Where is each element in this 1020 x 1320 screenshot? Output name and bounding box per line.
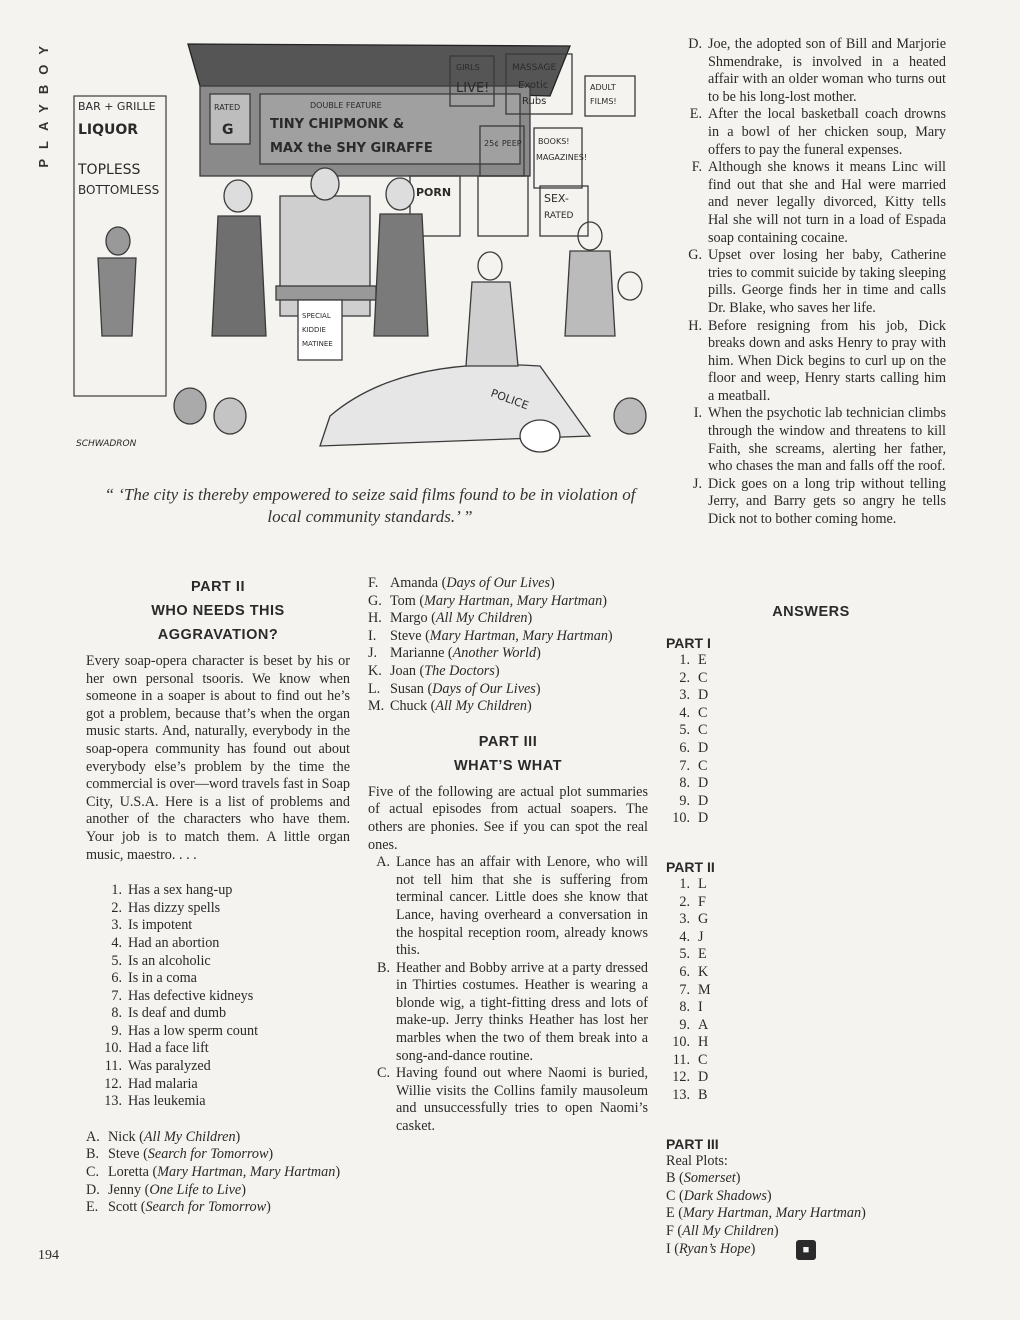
character-close: ) bbox=[235, 1128, 241, 1145]
part2-heading: PART II bbox=[191, 579, 245, 595]
character-letter: K. bbox=[368, 662, 382, 679]
character-show: Mary Hartman, Mary Hartman bbox=[157, 1164, 336, 1181]
answer-letter: L bbox=[698, 875, 707, 892]
problem-number: 11. bbox=[104, 1058, 122, 1075]
answer-number: 11. bbox=[672, 1051, 690, 1068]
plot-item bbox=[680, 318, 946, 406]
answer-item bbox=[666, 911, 946, 929]
answer-item bbox=[666, 876, 946, 894]
character-text bbox=[390, 645, 541, 663]
sign-films: FILMS! bbox=[590, 97, 617, 106]
plot-text: Joe, the adopted son of Bill and Marjorie Shmendrake, is involved in a heated affair with an older woman who turns out to be his long-lost mother. bbox=[708, 36, 946, 105]
problem-item bbox=[86, 988, 350, 1006]
plot-item bbox=[368, 960, 648, 1066]
character-item bbox=[368, 645, 648, 663]
plots-list-continued bbox=[680, 36, 946, 529]
sign-massage: MASSAGE bbox=[512, 63, 557, 73]
character-letter: B. bbox=[86, 1146, 100, 1163]
answer-letter: F bbox=[698, 893, 706, 910]
problem-text: Had an abortion bbox=[128, 934, 220, 951]
answers-part2-label: PART II bbox=[666, 858, 715, 875]
character-show: All My Children bbox=[435, 698, 528, 715]
answer-item bbox=[666, 722, 946, 740]
answer-letter: C bbox=[698, 669, 708, 686]
sign-porn: PORN bbox=[416, 186, 452, 199]
answer-item bbox=[666, 1034, 946, 1052]
character-letter: D. bbox=[86, 1181, 100, 1198]
character-text bbox=[108, 1199, 271, 1217]
answer-number: 6. bbox=[679, 739, 690, 756]
character-letter: A. bbox=[86, 1128, 100, 1145]
answers-part3-label: PART III bbox=[666, 1135, 719, 1152]
cartoon-illustration bbox=[70, 36, 660, 466]
character-letter: J. bbox=[368, 645, 378, 662]
character-show: One Life to Live bbox=[149, 1181, 242, 1198]
character-text bbox=[390, 681, 541, 699]
problem-item bbox=[86, 1076, 350, 1094]
answer-item bbox=[666, 687, 946, 705]
answer-letter: D bbox=[698, 792, 709, 809]
plot-item bbox=[680, 405, 946, 475]
answer-number: 1. bbox=[679, 652, 690, 668]
character-name: Joan ( bbox=[390, 662, 425, 679]
plot-letter: C. bbox=[376, 1065, 390, 1082]
answer-item bbox=[666, 946, 946, 964]
answer-number: 4. bbox=[679, 704, 690, 721]
plot-letter: J. bbox=[692, 475, 702, 492]
right-column-plots bbox=[680, 36, 946, 529]
character-close: ) bbox=[527, 610, 533, 627]
answer-item bbox=[666, 894, 946, 912]
sign-liquor: LIQUOR bbox=[78, 122, 139, 138]
character-item bbox=[368, 610, 648, 628]
real-plot-item bbox=[666, 1188, 946, 1206]
answer-letter: D bbox=[698, 1069, 709, 1086]
plot-letter: F. bbox=[691, 159, 702, 176]
sign-peep: 25¢ PEEP bbox=[484, 139, 522, 148]
answer-number: 6. bbox=[679, 963, 690, 980]
plot-item bbox=[680, 247, 946, 317]
character-item bbox=[86, 1182, 350, 1200]
character-name: Marianne ( bbox=[390, 645, 453, 662]
problem-text: Was paralyzed bbox=[128, 1058, 211, 1075]
answers-part2-list bbox=[666, 876, 946, 1105]
character-name: Steve ( bbox=[390, 627, 430, 644]
real-plot-close: ) bbox=[750, 1240, 756, 1257]
answer-letter: C bbox=[698, 704, 708, 721]
cartoon-caption: “ ‘The city is thereby empowered to seize said films found to be in violation of local community standards.’ ” bbox=[104, 485, 636, 526]
answer-number: 3. bbox=[679, 911, 690, 928]
answer-item bbox=[666, 964, 946, 982]
answer-letter: B bbox=[698, 1087, 708, 1104]
answer-letter: G bbox=[698, 911, 709, 928]
answer-letter: H bbox=[698, 1034, 709, 1051]
answer-item bbox=[666, 705, 946, 723]
character-close: ) bbox=[266, 1199, 271, 1216]
answer-number: 10. bbox=[672, 1034, 690, 1051]
character-text bbox=[108, 1129, 240, 1147]
problem-number: 3. bbox=[111, 917, 122, 934]
answer-letter: J bbox=[698, 928, 704, 945]
character-name: Loretta ( bbox=[108, 1164, 158, 1181]
answer-number: 2. bbox=[679, 893, 690, 910]
answer-number: 9. bbox=[679, 792, 690, 809]
problems-list bbox=[86, 882, 350, 1111]
answer-letter: D bbox=[698, 775, 709, 792]
character-name: Jenny ( bbox=[108, 1181, 150, 1198]
answer-letter: E bbox=[698, 946, 707, 963]
sign-rated-g: G bbox=[222, 122, 234, 138]
real-plot-letter: B ( bbox=[666, 1170, 684, 1187]
problem-number: 12. bbox=[104, 1075, 122, 1092]
character-item bbox=[86, 1164, 350, 1182]
problem-item bbox=[86, 1040, 350, 1058]
real-plot-letter: C ( bbox=[666, 1187, 684, 1204]
real-plot-show: Mary Hartman, Mary Hartman bbox=[682, 1205, 862, 1222]
problem-number: 13. bbox=[104, 1093, 122, 1110]
answer-number: 5. bbox=[679, 946, 690, 963]
answer-number: 7. bbox=[679, 981, 690, 998]
real-plot-show: Somerset bbox=[683, 1170, 736, 1187]
part2-subheading: WHO NEEDS THIS bbox=[151, 603, 285, 619]
answer-item bbox=[666, 793, 946, 811]
answer-number: 5. bbox=[679, 722, 690, 739]
answer-item bbox=[666, 652, 946, 670]
plot-item bbox=[680, 36, 946, 106]
plot-item bbox=[680, 106, 946, 159]
characters-list-continued bbox=[368, 575, 648, 716]
character-letter: H. bbox=[368, 610, 382, 627]
plot-item bbox=[680, 476, 946, 529]
character-item bbox=[86, 1129, 350, 1147]
answer-letter: K bbox=[698, 963, 709, 980]
real-plot-show: Ryan’s Hope bbox=[679, 1240, 751, 1257]
real-plot-show: All My Children bbox=[682, 1223, 774, 1240]
answers-part1-label: PART I bbox=[666, 635, 711, 651]
plot-letter: A. bbox=[376, 854, 390, 871]
character-item bbox=[368, 663, 648, 681]
problem-item bbox=[86, 953, 350, 971]
answer-item bbox=[666, 1052, 946, 1070]
masthead: PLAYBOY bbox=[36, 36, 51, 168]
answer-letter: D bbox=[698, 687, 709, 704]
real-plot-close: ) bbox=[766, 1187, 772, 1204]
answer-item bbox=[666, 810, 946, 828]
sign-exotic: Exotic bbox=[518, 80, 549, 91]
problem-text: Has leukemia bbox=[128, 1093, 206, 1110]
character-close: ) bbox=[494, 662, 500, 679]
character-text bbox=[390, 698, 532, 716]
answer-number: 12. bbox=[672, 1069, 690, 1086]
plot-text: Although she knows it means Linc will find out that she and Hal were married and never legally divorced, Kitty tells Hal she will not turn in a load of Espada soap containing cocaine. bbox=[708, 159, 946, 246]
character-item bbox=[368, 698, 648, 716]
character-text bbox=[390, 663, 500, 681]
problem-item bbox=[86, 1005, 350, 1023]
plot-letter: E. bbox=[689, 106, 702, 123]
part3-subheading: WHAT’S WHAT bbox=[453, 757, 563, 774]
answers-part1-list bbox=[666, 652, 946, 828]
answer-item bbox=[666, 758, 946, 776]
character-text bbox=[108, 1146, 273, 1164]
character-letter: G. bbox=[368, 592, 382, 609]
answer-item bbox=[666, 740, 946, 758]
sign-books: BOOKS! bbox=[538, 137, 570, 146]
character-letter: L. bbox=[368, 680, 381, 697]
answer-number: 7. bbox=[679, 757, 690, 774]
sign-sex-rated: RATED bbox=[544, 211, 574, 221]
character-show: Mary Hartman, Mary Hartman bbox=[424, 592, 603, 609]
problem-item bbox=[86, 935, 350, 953]
character-name: Margo ( bbox=[390, 610, 436, 627]
real-plot-close: ) bbox=[773, 1223, 779, 1240]
real-plot-item bbox=[666, 1205, 946, 1223]
answer-item bbox=[666, 999, 946, 1017]
problem-number: 4. bbox=[111, 934, 122, 951]
answer-item bbox=[666, 775, 946, 793]
character-item bbox=[368, 681, 648, 699]
problem-number: 6. bbox=[111, 970, 122, 987]
problem-text: Has dizzy spells bbox=[128, 899, 221, 916]
problem-number: 10. bbox=[104, 1040, 122, 1057]
problem-text: Has a low sperm count bbox=[128, 1022, 259, 1039]
answer-letter: C bbox=[698, 722, 708, 739]
answer-number: 4. bbox=[679, 928, 690, 945]
problem-item bbox=[86, 1023, 350, 1041]
character-show: Search for Tomorrow bbox=[145, 1199, 267, 1216]
problem-item bbox=[86, 1058, 350, 1076]
problem-text: Had a face lift bbox=[128, 1040, 209, 1057]
answer-letter: A bbox=[698, 1016, 709, 1033]
sign-bar: BAR + GRILLE bbox=[78, 100, 156, 113]
answer-letter: D bbox=[698, 739, 709, 756]
part3-heading: PART III bbox=[478, 733, 538, 750]
sign-kiddie: KIDDIE bbox=[302, 326, 326, 334]
problem-number: 5. bbox=[111, 952, 122, 969]
sign-live: LIVE! bbox=[456, 81, 490, 96]
answer-number: 2. bbox=[679, 669, 690, 686]
character-item bbox=[368, 575, 648, 593]
problem-number: 7. bbox=[111, 987, 122, 1004]
sign-adult: ADULT bbox=[590, 83, 616, 92]
answer-item bbox=[666, 929, 946, 947]
answer-letter: D bbox=[698, 810, 709, 827]
real-plot-letter: I ( bbox=[666, 1240, 679, 1257]
answer-letter: I bbox=[698, 999, 703, 1016]
sign-rated: RATED bbox=[214, 103, 241, 112]
plot-text: Having found out where Naomi is buried, Willie visits the Collins family mausoleum and unsuccessfully tries to open Naomi’s casket. bbox=[396, 1065, 648, 1135]
sign-girls: GIRLS bbox=[456, 63, 480, 72]
answer-number: 10. bbox=[672, 810, 690, 827]
character-close: ) bbox=[550, 575, 555, 591]
sign-topless: TOPLESS bbox=[78, 162, 141, 178]
character-text bbox=[108, 1164, 340, 1182]
character-close: ) bbox=[241, 1181, 246, 1198]
plot-letter: H. bbox=[688, 317, 702, 334]
sign-matinee: MATINEE bbox=[302, 340, 333, 348]
answer-letter: C bbox=[698, 1051, 708, 1068]
character-item bbox=[368, 628, 648, 646]
character-show: Days of Our Lives bbox=[432, 680, 536, 697]
character-item bbox=[368, 593, 648, 611]
character-text bbox=[390, 575, 555, 593]
middle-column bbox=[368, 575, 648, 1136]
character-show: Another World bbox=[452, 645, 537, 662]
character-text bbox=[390, 628, 613, 646]
answer-letter: C bbox=[698, 757, 708, 774]
problem-text: Has defective kidneys bbox=[128, 987, 254, 1004]
real-plot-close: ) bbox=[861, 1205, 866, 1222]
character-text bbox=[108, 1182, 246, 1200]
problem-number: 2. bbox=[111, 899, 122, 916]
character-item bbox=[86, 1199, 350, 1217]
plot-item bbox=[368, 1065, 648, 1135]
plot-text: When the psychotic lab technician climbs through the window and threatens to kill Faith, she screams, alerting her father, who chases the man and falls off the roof. bbox=[708, 405, 946, 475]
plot-letter: I. bbox=[693, 405, 702, 422]
problem-number: 1. bbox=[111, 882, 122, 899]
sign-magazines: MAGAZINES! bbox=[536, 153, 588, 162]
character-show: The Doctors bbox=[424, 662, 495, 679]
character-text bbox=[390, 610, 532, 628]
character-name: Amanda ( bbox=[390, 575, 447, 591]
character-show: Days of Our Lives bbox=[446, 575, 550, 591]
characters-list bbox=[86, 1129, 350, 1217]
part2-intro: Every soap-opera character is beset by his or her own personal tsooris. We know when someone in a soaper is about to find out he’s got a problem, because that’s when the organ music starts. And, naturally, everybody in the soap-opera community has found out about everybody else’s problem by the time the commercial is over—word travels fast in Soap City, U.S.A. Here is a list of problems and another of the characters who have them. Your job is to match them. A little organ music, maestro. . . . bbox=[86, 653, 350, 863]
plot-item bbox=[368, 854, 648, 960]
character-show: Search for Tomorrow bbox=[147, 1146, 269, 1163]
problem-text: Is impotent bbox=[128, 917, 193, 934]
character-close: ) bbox=[535, 680, 541, 697]
plot-letter: G. bbox=[688, 247, 702, 264]
character-show: All My Children bbox=[435, 610, 528, 627]
plot-text: Dick goes on a long trip without telling Jerry, and Barry gets so angry he tells Dick not to bother coming home. bbox=[708, 475, 946, 528]
character-name: Steve ( bbox=[108, 1146, 148, 1163]
problem-item bbox=[86, 917, 350, 935]
problem-item bbox=[86, 900, 350, 918]
character-name: Scott ( bbox=[108, 1199, 146, 1216]
problem-text: Is in a coma bbox=[128, 970, 197, 987]
character-item bbox=[86, 1146, 350, 1164]
plot-text: Upset over losing her baby, Catherine tries to commit suicide by taking sleeping pills. George finds her in time and calls Dr. Blake, who saves her life. bbox=[708, 247, 946, 316]
left-column bbox=[86, 575, 350, 1217]
answer-number: 9. bbox=[679, 1016, 690, 1033]
answers-part3-subhead: Real Plots: bbox=[666, 1152, 728, 1169]
sign-sex: SEX- bbox=[544, 192, 569, 205]
real-plot-item bbox=[666, 1170, 946, 1188]
answer-item bbox=[666, 982, 946, 1000]
character-name: Susan ( bbox=[390, 680, 433, 697]
real-plot-item bbox=[666, 1223, 946, 1241]
character-close: ) bbox=[536, 645, 541, 662]
character-letter: M. bbox=[368, 698, 385, 715]
answer-letter: M bbox=[698, 981, 711, 998]
problem-text: Has a sex hang-up bbox=[128, 882, 233, 899]
real-plot-letter: E ( bbox=[666, 1205, 683, 1222]
problem-text: Is an alcoholic bbox=[128, 952, 211, 969]
answer-number: 8. bbox=[679, 999, 690, 1016]
real-plot-show: Dark Shadows bbox=[683, 1187, 767, 1204]
page-number: 194 bbox=[38, 1248, 59, 1263]
character-letter: C. bbox=[86, 1164, 100, 1181]
sign-special: SPECIAL bbox=[302, 312, 331, 320]
plot-text: Heather and Bobby arrive at a party dressed in Thirties costumes. Heather is wearing a blonde wig, a tight-fitting dress and lots of make-up. Jerry thinks Heather has lost her marbles when the two of them break into a song-and-dance routine. bbox=[396, 959, 648, 1064]
answers-heading: ANSWERS bbox=[772, 604, 850, 620]
plot-text: Before resigning from his job, Dick breaks down and asks Henry to pray with him. When Dick begins to curl up on the floor and weep, Henry starts calling him a meatball. bbox=[708, 317, 946, 404]
problem-item bbox=[86, 882, 350, 900]
bunny-logo-icon: ■ bbox=[796, 1240, 816, 1260]
problem-text: Had malaria bbox=[128, 1075, 198, 1092]
character-close: ) bbox=[335, 1164, 341, 1181]
real-plot-close: ) bbox=[735, 1170, 741, 1187]
real-plot-letter: F ( bbox=[666, 1223, 683, 1240]
character-close: ) bbox=[607, 627, 613, 644]
character-name: Tom ( bbox=[390, 592, 425, 609]
answer-item bbox=[666, 1087, 946, 1105]
problem-number: 9. bbox=[111, 1022, 122, 1039]
answer-item bbox=[666, 1069, 946, 1087]
character-name: Nick ( bbox=[108, 1128, 144, 1145]
character-show: All My Children bbox=[143, 1128, 236, 1145]
answers-section bbox=[666, 600, 946, 1258]
problem-item bbox=[86, 970, 350, 988]
answer-letter: E bbox=[698, 652, 707, 668]
sign-marquee-line2: MAX the SHY GIRAFFE bbox=[270, 141, 433, 156]
answer-item bbox=[666, 670, 946, 688]
sign-bottomless: BOTTOMLESS bbox=[78, 183, 160, 197]
answer-item bbox=[666, 1017, 946, 1035]
character-close: ) bbox=[527, 698, 532, 715]
plot-text: After the local basketball coach drowns in a bowl of her chicken soup, Mary offers to pay the funeral expenses. bbox=[708, 106, 946, 158]
plot-text: Lance has an affair with Lenore, who will not tell him that she is suffering from terminal cancer. Little does she know that Lance, having overheard a conversation in the hospital reception room, already knows this. bbox=[396, 854, 648, 959]
plot-letter: D. bbox=[688, 36, 702, 52]
plot-item bbox=[680, 159, 946, 247]
character-text bbox=[390, 593, 607, 611]
part2-subheading-2: AGGRAVATION? bbox=[157, 627, 279, 643]
character-close: ) bbox=[602, 592, 607, 609]
answer-number: 13. bbox=[672, 1087, 690, 1104]
sign-police: POLICE bbox=[488, 386, 531, 413]
sign-double-feature: DOUBLE FEATURE bbox=[310, 101, 382, 110]
plot-letter: B. bbox=[376, 959, 390, 976]
problem-text: Is deaf and dumb bbox=[128, 1005, 227, 1022]
part3-intro: Five of the following are actual plot summaries of actual episodes from actual soapers. The others are phonies. See if you can spot the real ones. bbox=[368, 783, 648, 853]
character-show: Mary Hartman, Mary Hartman bbox=[429, 627, 608, 644]
plots-list bbox=[368, 854, 648, 1136]
problem-number: 8. bbox=[111, 1005, 122, 1022]
character-close: ) bbox=[268, 1146, 274, 1163]
answer-number: 3. bbox=[679, 687, 690, 704]
cartoon-signature: SCHWADRON bbox=[76, 439, 137, 449]
sign-marquee-line1: TINY CHIPMONK & bbox=[270, 117, 405, 132]
character-name: Chuck ( bbox=[390, 698, 436, 715]
character-letter: E. bbox=[86, 1199, 99, 1216]
character-letter: I. bbox=[368, 627, 377, 644]
problem-item bbox=[86, 1093, 350, 1111]
answer-number: 1. bbox=[679, 875, 690, 892]
answer-number: 8. bbox=[679, 775, 690, 792]
character-letter: F. bbox=[368, 575, 379, 591]
sign-rubs: Rubs bbox=[522, 96, 547, 107]
